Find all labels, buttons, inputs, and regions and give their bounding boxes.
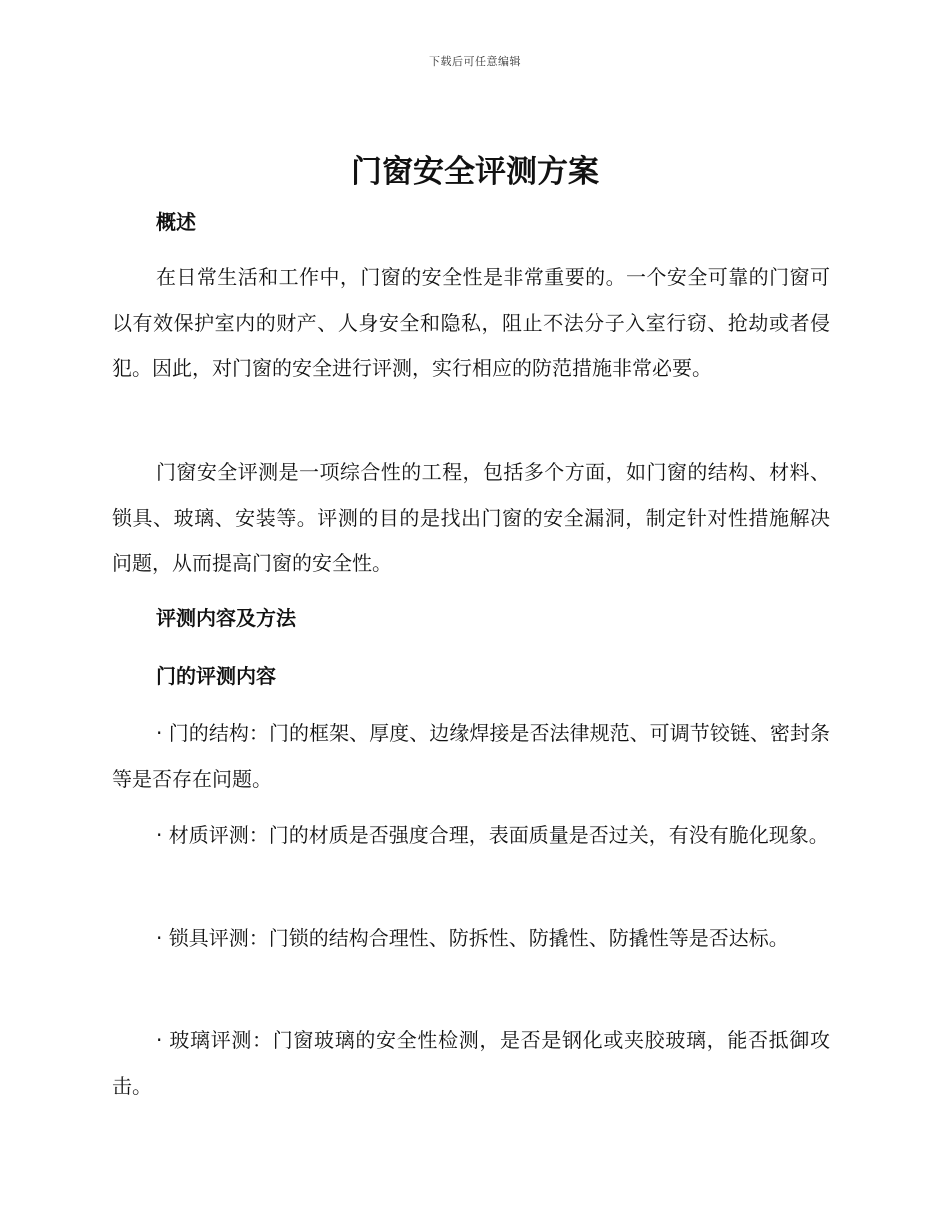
list-item-door-structure: · 门的结构：门的框架、厚度、边缘焊接是否法律规范、可调节铰链、密封条等是否存在问题。 (112, 721, 830, 791)
overview-paragraph-1: 在日常生活和工作中，门窗的安全性是非常重要的。一个安全可靠的门窗可以有效保护室内的财产、人身安全和隐私，阻止不法分子入室行窃、抢劫或者侵犯。因此，对门窗的安全进行评测，实行相应的防范措施非常必要。 (112, 265, 830, 381)
list-item-lock: · 锁具评测：门锁的结构合理性、防拆性、防撬性、防撬性等是否达标。 (156, 926, 789, 950)
list-item-material: · 材质评测：门的材质是否强度合理，表面质量是否过关，有没有脆化现象。 (156, 823, 829, 847)
methods-heading: 评测内容及方法 (156, 606, 296, 630)
list-item-glass: · 玻璃评测：门窗玻璃的安全性检测，是否是钢化或夹胶玻璃，能否抵御攻击。 (112, 1028, 830, 1098)
overview-heading: 概述 (156, 210, 196, 234)
document-title: 门窗安全评测方案 (351, 154, 599, 190)
door-evaluation-heading: 门的评测内容 (156, 664, 276, 688)
page-header-note: 下载后可任意编辑 (429, 55, 521, 68)
overview-paragraph-2: 门窗安全评测是一项综合性的工程，包括多个方面，如门窗的结构、材料、锁具、玻璃、安装等。评测的目的是找出门窗的安全漏洞，制定针对性措施解决问题，从而提高门窗的安全性。 (112, 460, 830, 576)
